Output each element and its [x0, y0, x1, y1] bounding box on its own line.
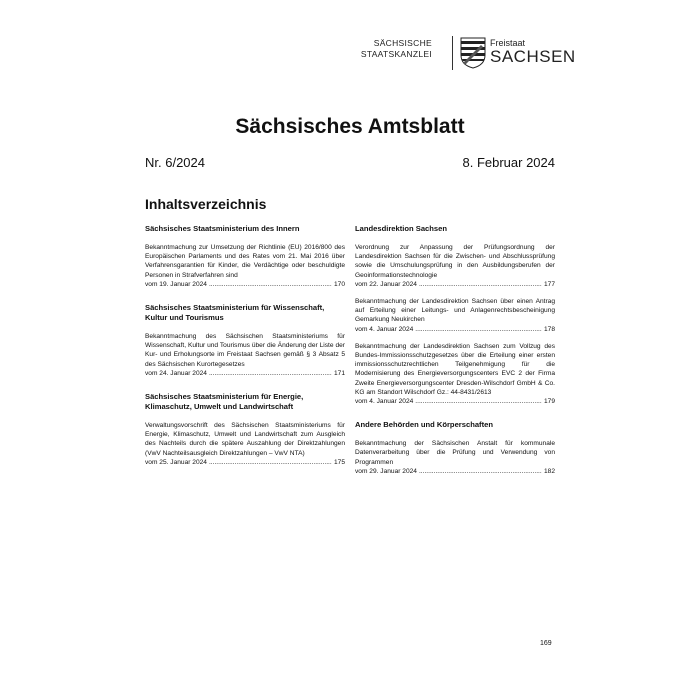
- leader-dots: [419, 467, 542, 476]
- entry-page: 177: [543, 280, 555, 288]
- toc-entry[interactable]: [145, 421, 345, 467]
- entry-text: Bekanntmachung der Landesdirektion Sachsen über einen Antrag auf Erteilung einer Leitungs- und Anlagenrechtsbescheinigung Gemarkung Neukirchen: [355, 298, 555, 324]
- leader-dots: [209, 280, 332, 289]
- ministry-name: [361, 38, 432, 60]
- leader-dots: [415, 325, 542, 334]
- entry-date: vom 24. Januar 2024: [145, 369, 207, 377]
- section-title: Sächsisches Staatsministerium für Wissenschaft, Kultur und Tourismus: [145, 303, 325, 323]
- ministry-line-1: SÄCHSISCHE: [373, 38, 432, 48]
- entry-page: 179: [543, 398, 555, 406]
- toc-left-column: [145, 224, 345, 475]
- leader-dots: [209, 369, 332, 378]
- toc-entry[interactable]: [355, 297, 555, 334]
- leader-dots: [419, 280, 542, 289]
- toc-section: [355, 420, 555, 476]
- ministry-line-2: STAATSKANZLEI: [360, 49, 432, 59]
- toc-section: [145, 303, 345, 378]
- toc-section: [145, 224, 345, 289]
- entry-page: 178: [543, 325, 555, 333]
- toc-heading: Inhaltsverzeichnis: [145, 196, 267, 212]
- entry-page: 182: [543, 467, 555, 475]
- toc-entry[interactable]: [145, 243, 345, 289]
- section-title: Sächsisches Staatsministerium des Innern: [145, 224, 300, 233]
- entry-text: Bekanntmachung zur Umsetzung der Richtlinie (EU) 2016/800 des Europäischen Parlaments und des Rates vom 21. Mai 2016 über Verfahrensgarantien für Kinder, die Verdächtige oder beschuldigte Personen in Strafverfahren sind: [145, 244, 345, 279]
- leader-dots: [209, 458, 332, 467]
- page-number: 169: [540, 640, 552, 647]
- issue-date: 8. Februar 2024: [462, 155, 555, 170]
- entry-date: vom 19. Januar 2024: [145, 280, 207, 288]
- entry-text: Bekanntmachung der Sächsischen Anstalt für kommunale Datenverarbeitung über die Prüfung und Verwendung von Programmen: [355, 440, 555, 466]
- entry-date: vom 29. Januar 2024: [355, 467, 417, 475]
- entry-page: 175: [333, 458, 345, 466]
- leader-dots: [415, 397, 542, 406]
- toc-entry[interactable]: [355, 243, 555, 289]
- section-title: Landesdirektion Sachsen: [355, 224, 447, 233]
- sachsen-label: SACHSEN: [490, 47, 576, 66]
- toc-right-column: [355, 224, 555, 484]
- toc-section: [145, 392, 345, 467]
- entry-date: vom 4. Januar 2024: [355, 398, 414, 406]
- entry-text: Bekanntmachung des Sächsischen Staatsministeriums für Wissenschaft, Kultur und Tourismus über die Änderung der Liste der Kur- und Erholungsorte im Freistaat Sachsen gemäß § 3 Absatz 5 des Sächsischen Kurortegesetzes: [145, 333, 345, 368]
- entry-date: vom 4. Januar 2024: [355, 325, 414, 333]
- entry-text: Verordnung zur Anpassung der Prüfungsordnung der Landesdirektion Sachsen für die Zwischen- und Abschlussprüfung sowie die Umschulungsprüfung in den Ausbildungsberufen der Geoinformationstechnologie: [355, 244, 555, 279]
- entry-text: Verwaltungsvorschrift des Sächsischen Staatsministeriums für Energie, Klimaschutz, Umwelt und Landwirtschaft zum Ausgleich des Nachteils durch die spätere Auszahlung der Direktzahlungen (VwV Nachteilsausgleich Direktzahlungen – VwV NTA): [145, 422, 345, 457]
- freistaat-label: Freistaat: [490, 38, 526, 48]
- toc-section: [355, 224, 555, 406]
- section-title: Andere Behörden und Körperschaften: [355, 420, 493, 430]
- logo-divider: [452, 36, 453, 70]
- entry-page: 171: [333, 369, 345, 377]
- entry-page: 170: [333, 280, 345, 288]
- header-logo: [360, 36, 576, 72]
- toc-entry[interactable]: [355, 439, 555, 476]
- entry-date: vom 25. Januar 2024: [145, 458, 207, 466]
- saxony-crest-icon: [460, 37, 486, 69]
- entry-date: vom 22. Januar 2024: [355, 280, 417, 288]
- toc-entry[interactable]: [355, 342, 555, 406]
- issue-number: Nr. 6/2024: [145, 155, 205, 170]
- toc-entry[interactable]: [145, 332, 345, 378]
- section-title: Sächsisches Staatsministerium für Energie, Klimaschutz, Umwelt und Landwirtschaft: [145, 392, 304, 412]
- entry-text: Bekanntmachung der Landesdirektion Sachsen zum Vollzug des Bundes-Immissionsschutzgesetzes über die Erteilung einer ersten immissionsschutzrechtlichen Teilgenehmigung für die Modernisierung des Energieversorgungscenters EVC 2 der Firma Zweite Energieversorgungscenter Dresden-Wilschdorf GmbH & Co. KG am Standort Wilschdorf Gz.: 44-8431/2613: [355, 342, 555, 396]
- publication-title: Sächsisches Amtsblatt: [235, 115, 465, 138]
